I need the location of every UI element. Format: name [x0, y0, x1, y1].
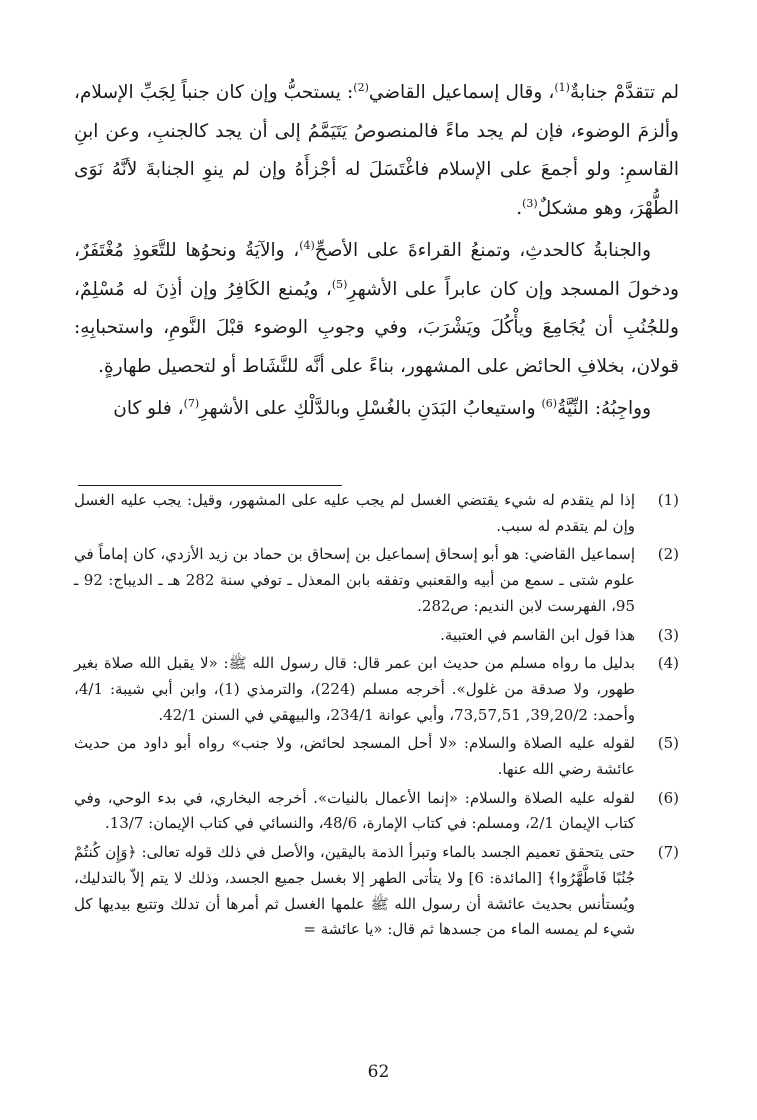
footnote-number: (3) — [657, 625, 679, 644]
paragraph — [74, 390, 679, 429]
footnote-ref[interactable]: (6) — [541, 396, 558, 410]
footnote — [74, 651, 679, 728]
footnote-ref[interactable]: (2) — [353, 80, 369, 94]
footnote-text: إذا لم يتقدم له شيء يقتضي الغسل لم يجب عليه على المشهور، وقيل: يجب عليه الغسل وإن لم يتقدم له سبب. — [74, 491, 635, 535]
footnote-text: حتى يتحقق تعميم الجسد بالماء وتبرأ الذمة باليقين، والأصل في ذلك قوله تعالى: ﴿وَإِن كُنتُمْ جُنُبًا فَاطَّهَّرُوا﴾ [المائدة: 6] ولا يتأتى الطهر إلا بغسل جميع الجسد، وذلك لا يتم إلاّ بالتدليك، ويُستأنس بحديث عائشة أن رسول الله ﷺ علمها الغسل ثم أمرها أن تدلك وتتبع بيديها كل شيء لم يمسه الماء من جسدها ثم قال: «يا عائشة = — [74, 843, 636, 939]
text-run: واستيعابُ البَدَنِ بالغُسْلِ وبالدَّلْكِ على الأشهرِ — [199, 398, 542, 419]
text-run: والجنابةُ كالحدثِ، وتمنعُ القراءةَ على الأصحِّ — [314, 240, 651, 261]
footnote-ref[interactable]: (7) — [183, 396, 200, 410]
main-text — [74, 74, 679, 433]
footnote — [74, 786, 679, 837]
paragraph — [74, 232, 679, 386]
text-run: ، ويُمنع الكَافِرُ وإن أذِنَ له مُسْلِمٌ، وللجُنُبِ أن يُجَامِعَ ويأْكُلَ ويَشْرَبَ، وفي وجوبِ الوضوء قبْلَ النَّومِ، واستحبابِهِ: قولان، بخلافِ الحائض على المشهور، بناءً على أنَّه للنَّشَاط أو لتحصيل طهارةٍ. — [74, 278, 679, 377]
text-run: : يستحبُّ وإن كان جنباً لِجَبِّ الإسلام، وألزمَ الوضوء، فإن لم يجد ماءً فالمنصوصُ يَتَيَمَّمُ إلى أن يجد كالجنبِ، وعن ابنِ القاسمِ: ولو أجمعَ على الإسلام فاغْتَسَلَ له أجْزأَهُ وإن لم ينوِ الجنابةَ لأنَّهُ نَوَى الطُّهْرَ، وهو مشكلٌ — [74, 82, 679, 219]
footnote-number: (5) — [657, 734, 679, 753]
footnote-number: (7) — [657, 843, 679, 862]
footnote-text: إسماعيل القاضي: هو أبو إسحاق إسماعيل بن إسحاق بن حماد بن زيد الأزدي، كان إماماً في علوم شتى ـ سمع من أبيه والقعنبي وتفقه بابن المعذل ـ توفي سنة 282 هـ ـ الديباج: 92 ـ 95، الفهرست لابن النديم: ص282. — [74, 545, 635, 615]
footnote — [74, 623, 679, 649]
footnote — [74, 840, 679, 943]
text-run: ، فلو كان — [113, 398, 184, 419]
footnote-ref[interactable]: (3) — [522, 196, 538, 210]
footnote-number: (4) — [657, 654, 679, 673]
footnote-number: (6) — [657, 788, 679, 807]
footnote — [74, 731, 679, 782]
footnote — [74, 542, 679, 619]
footnote — [74, 488, 679, 539]
footnotes — [74, 488, 679, 946]
footnote-separator — [78, 485, 342, 486]
page-number: 62 — [367, 1062, 390, 1082]
footnote-text: هذا قول ابن القاسم في العتبية. — [440, 625, 635, 644]
footnote-text: لقوله عليه الصلاة والسلام: «إنما الأعمال بالنيات». أخرجه البخاري، في بدء الوحي، وفي كتاب الإيمان 2/1، ومسلم: في كتاب الإمارة، 48/6، والنسائي في كتاب الإيمان: 13/7. — [74, 788, 635, 833]
footnote-number: (2) — [657, 545, 679, 564]
footnote-number: (1) — [657, 491, 679, 509]
text-run: وواجِبُهُ: النِّيَّةُ — [557, 398, 651, 419]
paragraph — [74, 74, 679, 228]
text-run: لم تتقدَّمْ جنابةٌ — [569, 82, 680, 103]
footnote-text: لقوله عليه الصلاة والسلام: «لا أحل المسجد لحائض، ولا جنب» رواه أبو داود من حديث عائشة رضي الله عنها. — [74, 734, 635, 779]
footnote-text: بدليل ما رواه مسلم من حديث ابن عمر قال: قال رسول الله ﷺ: «لا يقبل الله صلاة بغير طهور، ولا صدقة من غلول». أخرجه مسلم (224)، والترمذي (1)، وابن أبي شيبة: 4/1، وأحمد: 39,20/2, 73,57,51، وأبي عوانة 234/1، والبيهقي في السنن 42/1. — [74, 654, 635, 724]
footnote-ref[interactable]: (5) — [331, 277, 348, 291]
text-run: ، وقال إسماعيل القاضي — [368, 82, 555, 103]
text-run: . — [516, 197, 523, 219]
footnote-ref[interactable]: (4) — [299, 238, 315, 252]
footnote-ref[interactable]: (1) — [554, 80, 570, 94]
text-run: ، والآيَةُ ونحوُها للتَّعَوذِ مُغْتَفَرٌ، ودخولَ المسجد وإن كان عابراً على الأشهرِ — [74, 240, 679, 300]
